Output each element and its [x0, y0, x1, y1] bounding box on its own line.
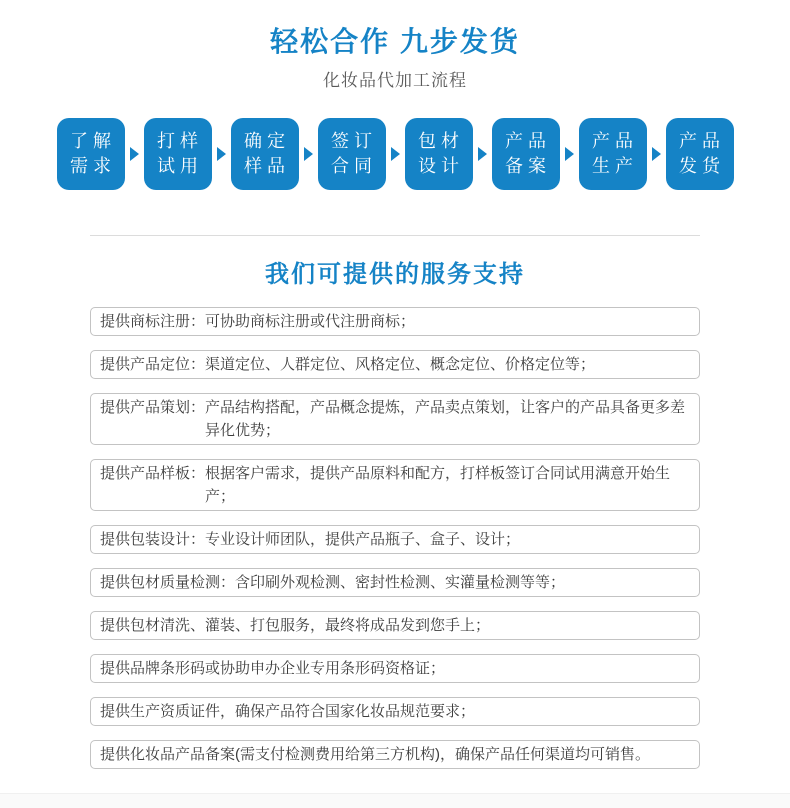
process-flow	[0, 118, 790, 190]
step-text: 包材	[418, 131, 464, 151]
step-text: 试用	[157, 156, 203, 176]
service-item	[90, 697, 700, 726]
service-text: 根据客户需求，提供产品原料和配方，打样板签订合同试用满意开始生产；	[205, 465, 671, 505]
service-item	[90, 459, 700, 511]
service-text: 提供化妆品产品备案(需支付检测费用给第三方机构)，确保产品任何渠道均可销售。	[100, 746, 650, 763]
arrow-right-icon	[652, 147, 661, 161]
service-label: 提供包材质量检测：	[100, 574, 236, 591]
service-item	[90, 654, 700, 683]
flow-step	[579, 118, 647, 190]
service-item	[90, 350, 700, 379]
arrow-right-icon	[391, 147, 400, 161]
service-text: 专业设计师团队，提供产品瓶子、盒子、设计；	[205, 531, 521, 548]
arrow-right-icon	[478, 147, 487, 161]
service-text: 提供包材清洗、灌装、打包服务，最终将成品发到您手上；	[100, 617, 491, 634]
services-section-title: 我们可提供的服务支持	[265, 261, 525, 288]
flow-step	[318, 118, 386, 190]
step-text: 备案	[505, 156, 551, 176]
flow-step	[492, 118, 560, 190]
service-text: 产品结构搭配，产品概念提炼，产品卖点策划，让客户的产品具备更多差异化优势；	[205, 399, 686, 439]
page-header	[0, 0, 790, 91]
arrow-right-icon	[304, 147, 313, 161]
step-text: 确定	[244, 131, 290, 151]
service-item	[90, 568, 700, 597]
section-divider	[90, 235, 700, 236]
service-text: 提供生产资质证件，确保产品符合国家化妆品规范要求；	[100, 703, 476, 720]
step-text: 样品	[244, 156, 290, 176]
step-text: 打样	[157, 131, 203, 151]
flow-step	[405, 118, 473, 190]
flow-step	[666, 118, 734, 190]
arrow-right-icon	[217, 147, 226, 161]
service-text: 渠道定位、人群定位、风格定位、概念定位、价格定位等；	[205, 356, 596, 373]
flow-step	[144, 118, 212, 190]
step-text: 产品	[505, 131, 551, 151]
service-label: 提供产品策划：	[100, 399, 206, 416]
step-text: 设计	[418, 156, 464, 176]
step-text: 合同	[331, 156, 377, 176]
next-section-edge	[0, 793, 790, 808]
flow-step	[57, 118, 125, 190]
arrow-right-icon	[565, 147, 574, 161]
step-text: 产品	[592, 131, 638, 151]
step-text: 生产	[592, 156, 638, 176]
service-text: 含印刷外观检测、密封性检测、实灌量检测等等；	[235, 574, 566, 591]
step-text: 签订	[331, 131, 377, 151]
step-text: 需求	[70, 156, 116, 176]
service-label: 提供产品样板：	[100, 465, 206, 482]
page-title: 轻松合作 九步发货	[270, 26, 520, 57]
step-text: 发货	[679, 156, 725, 176]
service-item	[90, 525, 700, 554]
services-list	[90, 307, 700, 769]
flow-step	[231, 118, 299, 190]
service-label: 提供包装设计：	[100, 531, 206, 548]
service-item	[90, 393, 700, 445]
step-text: 产品	[679, 131, 725, 151]
service-item	[90, 611, 700, 640]
service-label: 提供产品定位：	[100, 356, 206, 373]
service-item	[90, 740, 700, 769]
service-text: 提供品牌条形码或协助申办企业专用条形码资格证；	[100, 660, 446, 677]
service-text: 可协助商标注册或代注册商标；	[205, 313, 416, 330]
arrow-right-icon	[130, 147, 139, 161]
step-text: 了解	[70, 131, 116, 151]
service-label: 提供商标注册：	[100, 313, 206, 330]
page-subtitle: 化妆品代加工流程	[323, 71, 467, 90]
service-item	[90, 307, 700, 336]
